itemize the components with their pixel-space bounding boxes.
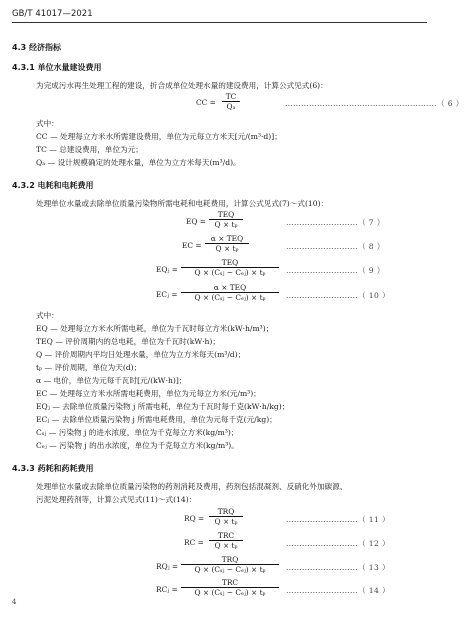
eq14-lhs: RCⱼ =	[156, 585, 178, 594]
eq13-lhs: RQⱼ =	[156, 562, 179, 571]
def-431-qa: Qₐ — 设计规模确定的处理水量，单位为立方米每天(m³/d)。	[36, 158, 241, 167]
eq13-number: ………………………（ 13 ）	[286, 563, 391, 572]
def-431-tc: TC — 总建设费用，单位为元；	[36, 145, 143, 154]
def-432-ecj: ECⱼ — 去除单位质量污染物 j 所需电耗费用，单位为元每千克(元/kg)；	[36, 415, 277, 424]
eq11-number: ………………………（ 11 ）	[286, 515, 391, 524]
eq10-lhs: ECⱼ =	[156, 290, 178, 299]
where-label-432: 式中：	[36, 311, 59, 320]
para-4-3-2-intro: 处理单位水量或去除单位质量污染物所需电耗和电耗费用，计算公式见式(7)～式(10)：	[36, 199, 329, 208]
page-number: 4	[12, 598, 17, 606]
def-432-teq: TEQ — 评价周期内的总电耗，单位为千瓦时(kW·h)；	[36, 337, 220, 346]
eq11-fraction	[206, 507, 246, 526]
eq6-denominator: Qₐ	[226, 102, 236, 111]
section-4-3-3-title: 4.3.3 药耗和药耗费用	[12, 464, 94, 473]
eq7-lhs: EQ =	[186, 217, 206, 226]
para-4-3-3-intro-line1: 处理单位水量或去除单位质量污染物的药剂消耗及费用，药剂包括混凝剂、反硝化外加碳源、	[36, 482, 348, 491]
eq11-numerator: TRQ	[217, 507, 235, 516]
eq8-fraction	[202, 234, 252, 253]
def-432-eqj: EQⱼ — 去除单位质量污染物 j 所需电耗，单位为千瓦时每千克(kW·h/kg)；	[36, 402, 290, 411]
para-4-3-1-intro: 为完成污水再生处理工程的建设，折合成单位处理水量的建设费用，计算公式见式(6)：	[36, 81, 328, 90]
section-4-3-2-title: 4.3.2 电耗和电耗费用	[12, 181, 94, 190]
def-432-csj: Cₛⱼ — 污染物 j 的进水浓度，单位为千克每立方米(kg/m³)；	[36, 428, 239, 437]
def-432-q: Q — 评价周期内平均日处理水量，单位为立方米每天(m³/d)；	[36, 350, 246, 359]
eq12-numerator: TRC	[217, 531, 235, 540]
eq7-fraction	[206, 210, 246, 229]
eq10-number: ………………………（ 10 ）	[286, 291, 391, 300]
para-4-3-3-intro-line2: 污泥处理药剂等，计算公式见式(11)～式(14)：	[36, 495, 197, 504]
eq6-fraction	[220, 92, 242, 111]
section-4-3-title: 4.3 经济指标	[12, 43, 61, 52]
eq8-number: ………………………（ 8 ）	[286, 242, 385, 251]
standard-number: GB/T 41017—2021	[12, 8, 93, 18]
eq10-denominator: Q × (Cₛⱼ − Cₑⱼ) × tₚ	[194, 293, 266, 302]
eq9-fraction	[178, 258, 282, 277]
eq6-numerator: TC	[225, 92, 237, 101]
eq12-fraction	[206, 531, 246, 550]
def-432-alpha: α — 电价，单位为元每千瓦时[元/(kW·h)]；	[36, 376, 187, 385]
eq14-fraction	[178, 578, 282, 597]
eq7-numerator: TEQ	[217, 210, 235, 219]
eq14-number: ………………………（ 14 ）	[286, 586, 391, 595]
eq9-lhs: EQⱼ =	[156, 265, 178, 274]
section-4-3-1-title: 4.3.1 单位水量建设费用	[12, 63, 102, 72]
eq14-numerator: TRC	[221, 578, 239, 587]
where-label-431: 式中：	[36, 119, 59, 128]
eq11-lhs: RQ =	[184, 514, 205, 523]
def-432-ec: EC — 处理每立方米水所需电耗费用，单位为元每立方米(元/m³)；	[36, 389, 261, 398]
eq13-fraction	[178, 555, 282, 574]
eq12-lhs: RC =	[184, 538, 204, 547]
eq10-fraction	[178, 283, 282, 302]
eq8-numerator: α × TEQ	[210, 234, 244, 243]
def-431-cc: CC — 处理每立方米水所需建设费用，单位为元每立方米天[元/(m³·d)]；	[36, 132, 282, 141]
eq14-denominator: Q × (Cₛⱼ − Cₑⱼ) × tₚ	[194, 588, 266, 597]
eq13-denominator: Q × (Cₛⱼ − Cₑⱼ) × tₚ	[194, 565, 266, 574]
header-rule	[12, 22, 427, 23]
def-432-cej: Cₑⱼ — 污染物 j 的出水浓度，单位为千克每立方米(kg/m³)。	[36, 441, 239, 450]
eq9-number: ………………………（ 9 ）	[286, 266, 385, 275]
eq10-numerator: α × TEQ	[213, 283, 247, 292]
eq7-denominator: Q × tₚ	[214, 220, 238, 229]
eq7-number: ………………………（ 7 ）	[286, 218, 385, 227]
eq12-number: ………………………（ 12 ）	[286, 539, 391, 548]
def-432-tp: tₚ — 评价周期，单位为天(d)；	[36, 363, 142, 372]
eq6-number: …………………………………………………（ 6 ）	[285, 99, 464, 108]
eq8-lhs: EC =	[182, 241, 202, 250]
def-432-eq: EQ — 处理每立方米水所需电耗，单位为千瓦时每立方米(kW·h/m³)；	[36, 324, 274, 333]
eq8-denominator: Q × tₚ	[215, 244, 239, 253]
eq6-lhs: CC =	[196, 98, 216, 107]
eq11-denominator: Q × tₚ	[214, 517, 238, 526]
eq9-numerator: TEQ	[221, 258, 239, 267]
eq13-numerator: TRQ	[221, 555, 239, 564]
eq9-denominator: Q × (Cₛⱼ − Cₑⱼ) × tₚ	[194, 268, 266, 277]
eq12-denominator: Q × tₚ	[214, 541, 238, 550]
